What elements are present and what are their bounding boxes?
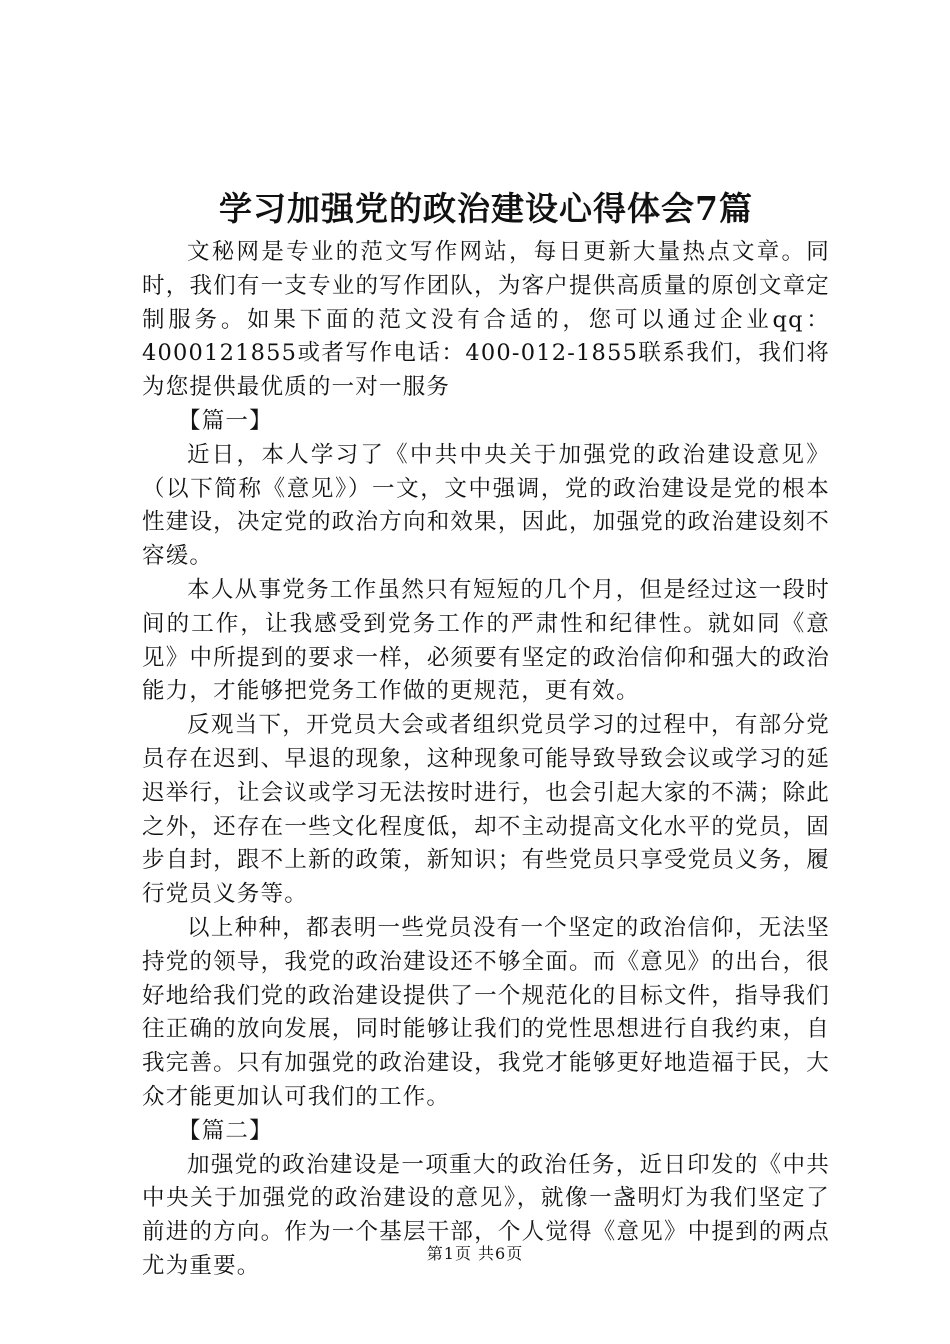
body-paragraph: 以上种种，都表明一些党员没有一个坚定的政治信仰，无法坚持党的领导，我党的政治建设还不够全面。而《意见》的出台，很好地给我们党的政治建设提供了一个规范化的目标文件，指导我们往正确的放向发展，同时能够让我们的党性思想进行自我约束，自我完善。只有加强党的政治建设，我党才能够更好地造福于民，大众才能更加认可我们的工作。: [142, 914, 830, 1110]
document-body: [142, 236, 830, 1284]
body-paragraph: 反观当下，开党员大会或者组织党员学习的过程中，有部分党员存在迟到、早退的现象，这种现象可能导致导致会议或学习的延迟举行，让会议或学习无法按时进行，也会引起大家的不满；除此之外，还存在一些文化程度低，却不主动提高文化水平的党员，固步自封，跟不上新的政策，新知识；有些党员只享受党员义务，履行党员义务等。: [142, 712, 830, 908]
body-paragraph: 加强党的政治建设是一项重大的政治任务，近日印发的《中共中央关于加强党的政治建设的意见》，就像一盏明灯为我们坚定了前进的方向。作为一个基层干部，个人觉得《意见》中提到的两点尤为重要。: [142, 1151, 830, 1279]
section-heading-2: 【篇二】: [178, 1117, 273, 1144]
document-title: 学习加强党的政治建设心得体会7篇: [219, 189, 753, 228]
body-paragraph: 近日，本人学习了《中共中央关于加强党的政治建设意见》（以下简称《意见》）一文，文中强调，党的政治建设是党的根本性建设，决定党的政治方向和效果，因此，加强党的政治建设刻不容缓。: [142, 441, 830, 570]
page-footer: 第1页 共6页: [426, 1244, 524, 1263]
body-paragraph: 本人从事党务工作虽然只有短短的几个月，但是经过这一段时间的工作，让我感受到党务工作的严肃性和纪律性。就如同《意见》中所提到的要求一样，必须要有坚定的政治信仰和强大的政治能力，才能够把党务工作做的更规范，更有效。: [142, 576, 830, 705]
intro-paragraph: 文秘网是专业的范文写作网站，每日更新大量热点文章。同时，我们有一支专业的写作团队，为客户提供高质量的原创文章定制服务。如果下面的范文没有合适的，您可以通过企业qq：4000121855或者写作电话：400-012-1855联系我们，我们将为您提供最优质的一对一服务: [142, 239, 830, 401]
section-heading-1: 【篇一】: [178, 407, 273, 434]
